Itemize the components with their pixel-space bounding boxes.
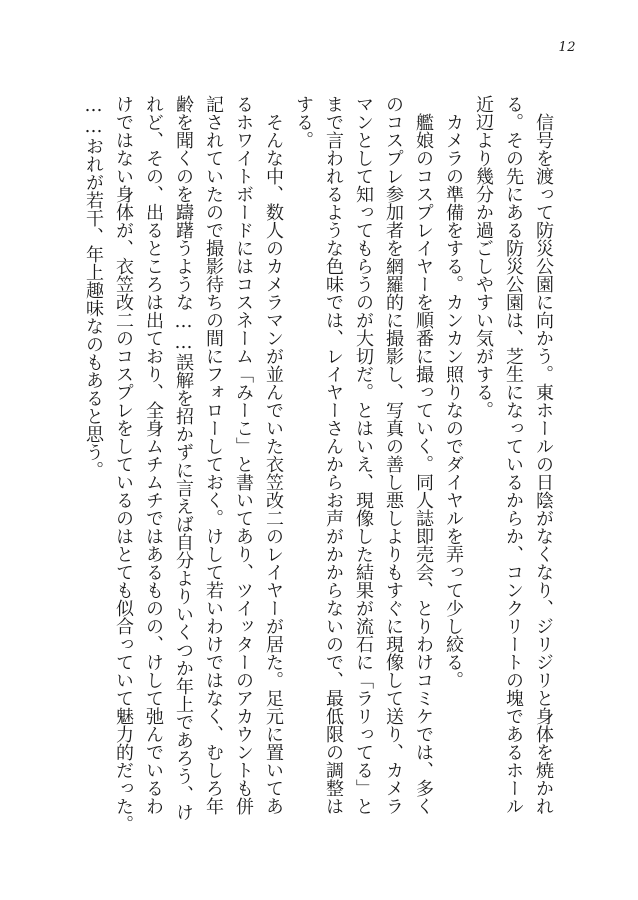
text-column: する。 — [293, 95, 314, 149]
text-column: 信号を渡って防災公園に向かう。東ホールの日陰がなくなり、ジリジリと身体を焼かれ — [533, 95, 554, 815]
novel-text-body — [83, 95, 558, 840]
page-number: 12 — [558, 40, 576, 55]
text-column: るホワイトボードにはコスネーム「みーこ」と書いてあり、ツイッターのアカウントも併 — [233, 95, 254, 815]
text-column: る。その先にある防災公園は、芝生になっているからか、コンクリートの塊であるホール — [503, 95, 524, 815]
text-column: けではない身体が、衣笠改二のコスプレをしているのはとても似合っていて魅力的だった。 — [113, 95, 134, 833]
text-column: のコスプレ参加者を網羅的に撮影し、写真の善し悪しよりもすぐに現像して送り、カメラ — [383, 95, 404, 815]
text-column: 記されていたので撮影待ちの間にフォローしておく。けして若いわけではなく、むしろ年 — [203, 95, 224, 815]
text-column: 齢を聞くのを躊躇うような……誤解を招かずに言えば自分よりいくつか年上であろう、け — [173, 95, 194, 821]
text-column: れど、その、出るところは出ており、全身ムチムチではあるものの、けして弛んでいるわ — [143, 95, 164, 815]
text-column: マンとして知ってもらうのが大切だ。とはいえ、現像した結果が流石に「ラリってる」と — [353, 95, 374, 815]
text-column: 近辺より幾分か過ごしやすい気がする。 — [473, 95, 494, 419]
text-column: ……おれが若干、年上趣味なのもあると思う。 — [83, 95, 104, 479]
text-column: そんな中、数人のカメラマンが並んでいた衣笠改二のレイヤーが居た。足元に置いてあ — [263, 95, 284, 815]
text-column: まで言われるような色味では、レイヤーさんからお声がかからないので、最低限の調整は — [323, 95, 344, 815]
text-column: カメラの準備をする。カンカン照りなのでダイヤルを弄って少し絞る。 — [443, 95, 464, 689]
text-column: 艦娘のコスプレイヤーを順番に撮っていく。同人誌即売会、とりわけコミケでは、多く — [413, 95, 434, 815]
